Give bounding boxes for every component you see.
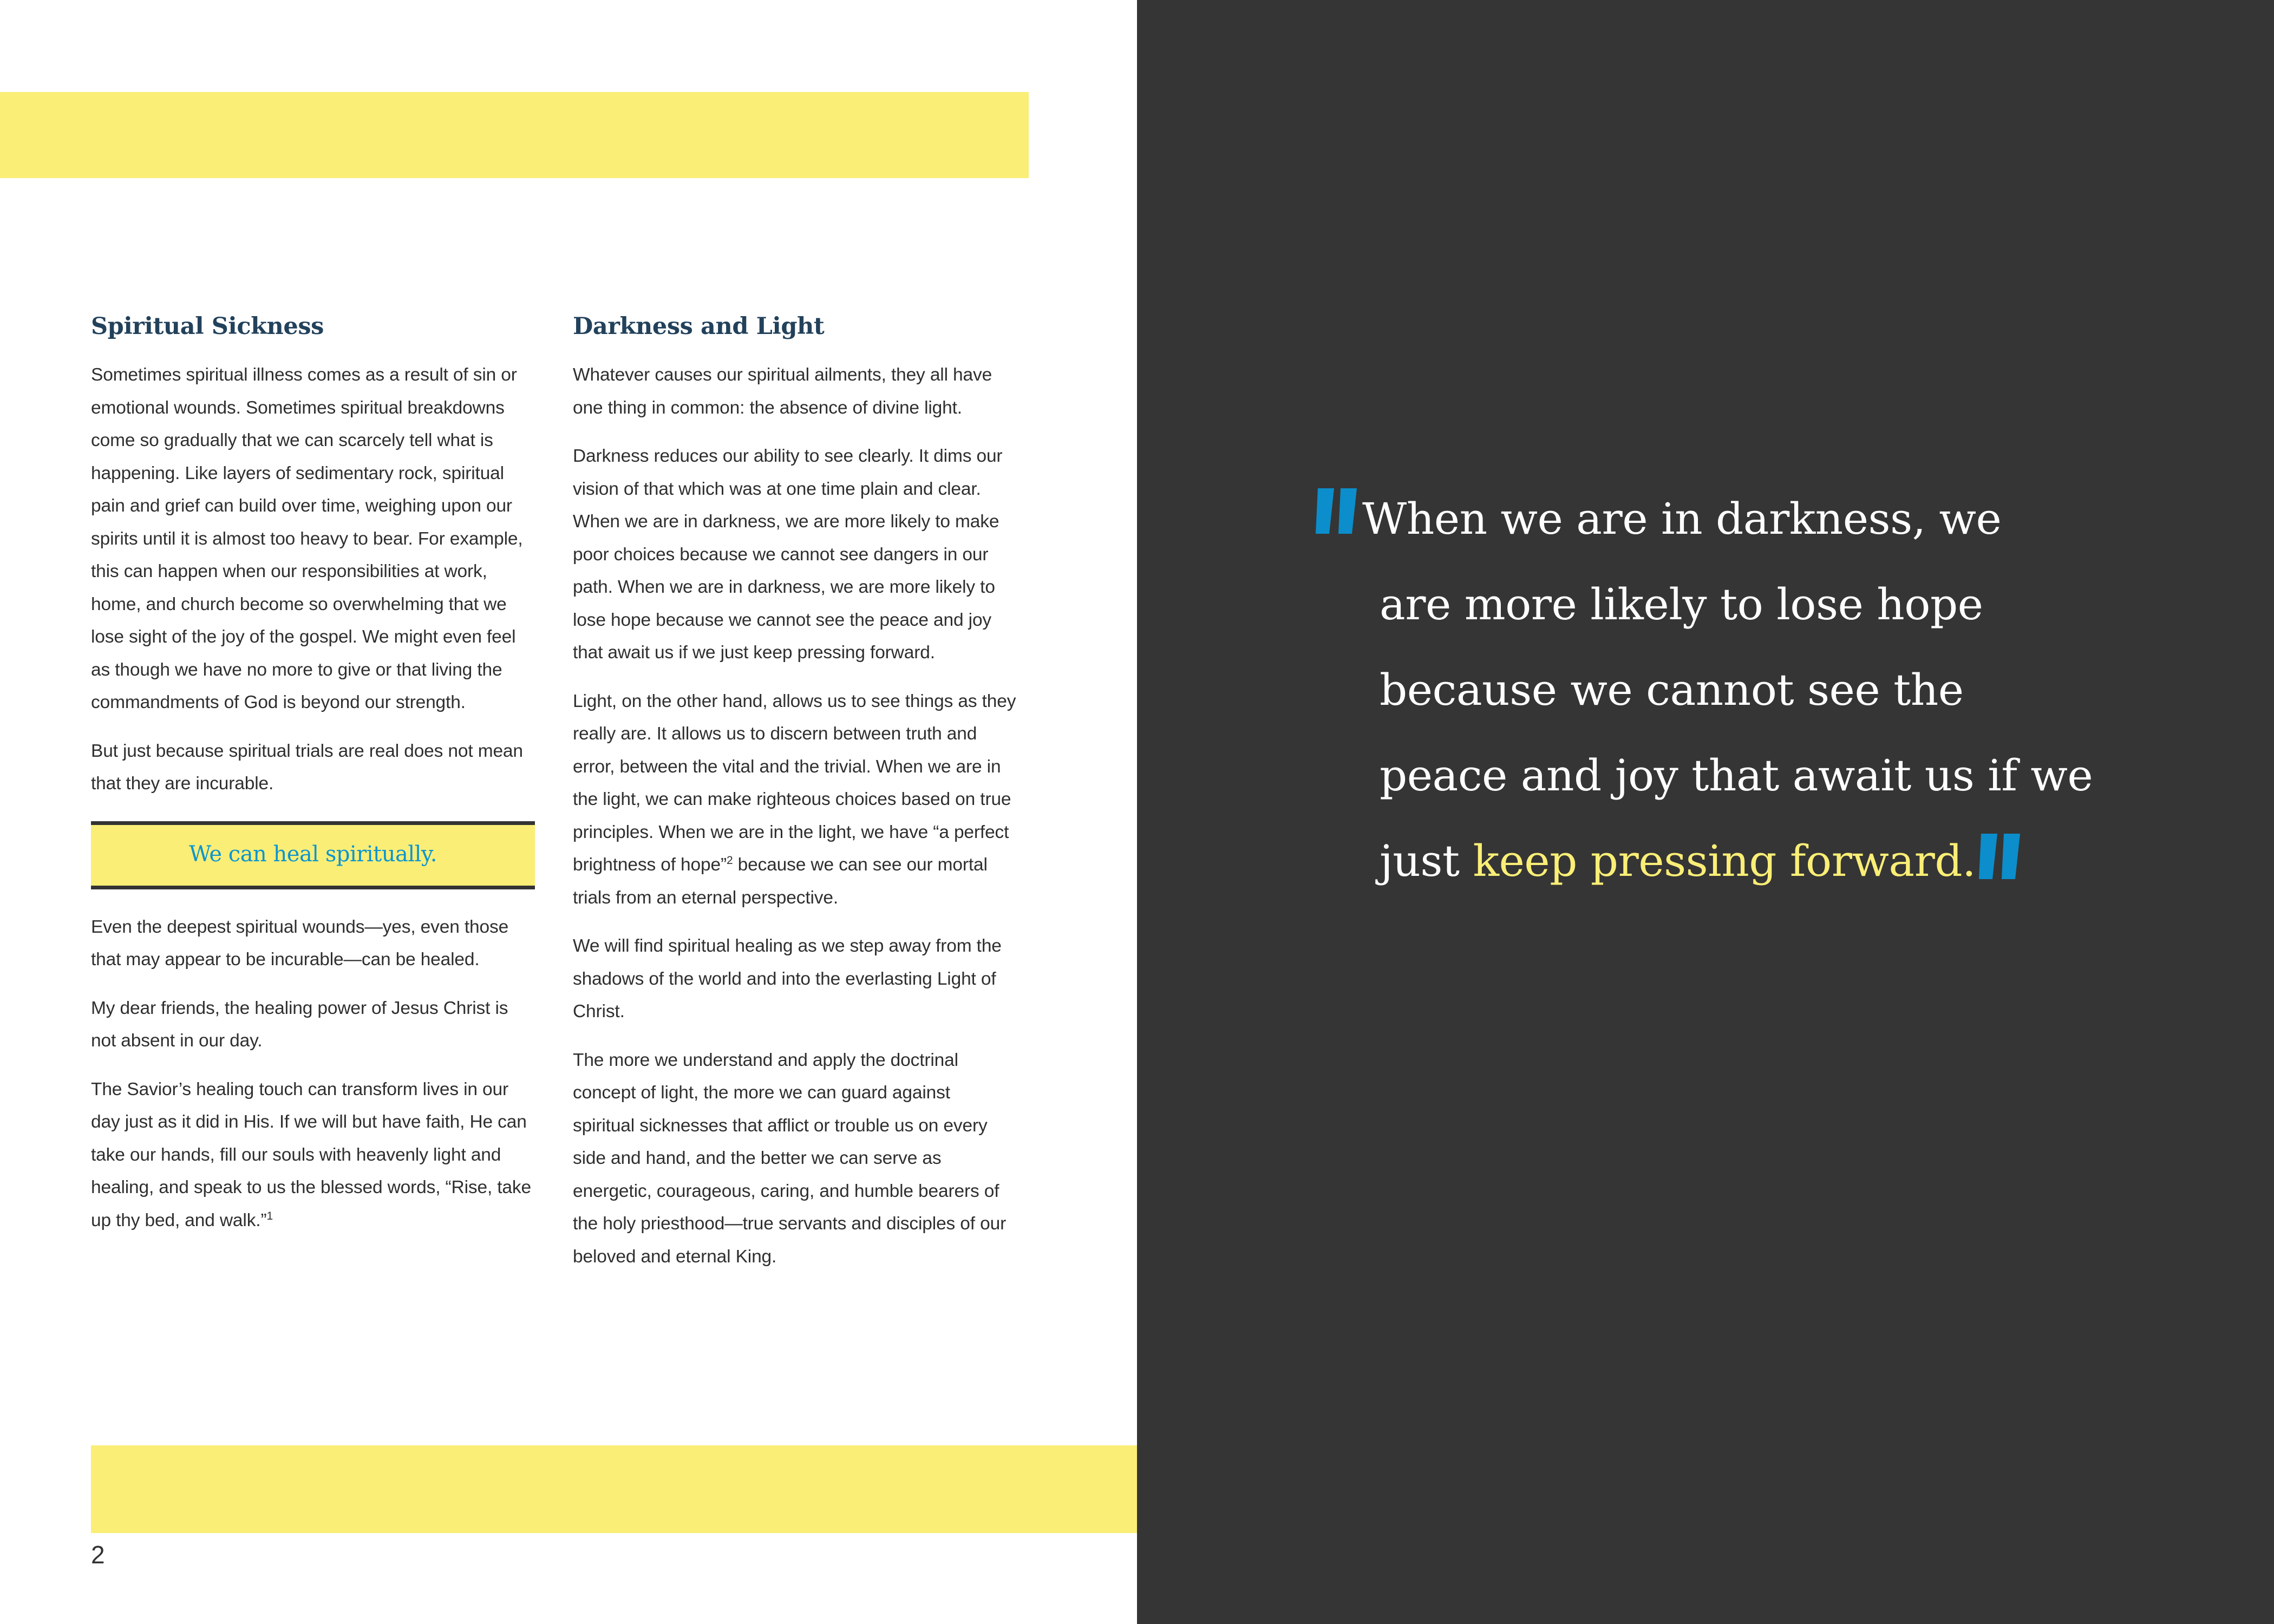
paragraph-with-footnote bbox=[91, 1073, 535, 1237]
paragraph: Sometimes spiritual illness comes as a result of sin or emotional wounds. Sometimes spiritual breakdowns come so gradually that we can scarcely tell what is happening. Like layers of sedimentary rock, spiritual pain and grief can build over time, weighing upon our spirits until it is almost too heavy to bear. For example, this can happen when our responsibilities at work, home, and church become so overwhelming that we lose sight of the joy of the gospel. We might even feel as though we have no more to give or that living the commandments of God is beyond our strength. bbox=[91, 365, 523, 713]
pullquote-line-1-text: When we are in darkness, we bbox=[1362, 494, 2002, 544]
pullquote-line-4: peace and joy that await us if we bbox=[1380, 750, 2093, 801]
pullquote-line-1 bbox=[1316, 476, 2160, 562]
footnote-marker[interactable]: 2 bbox=[726, 854, 733, 867]
paragraph-with-footnote bbox=[573, 685, 1017, 915]
pullquote-line-2: are more likely to lose hope bbox=[1380, 579, 1983, 630]
paragraph: We will find spiritual healing as we step away from the shadows of the world and into the everlasting Light of Christ. bbox=[573, 936, 1002, 1022]
paragraph-text-before-note: Light, on the other hand, allows us to see things as they really are. It allows us to discern between truth and error, between the vital and the trivial. When we are in the light, we can make righteous choices based on true principles. When we are in the light, we have “a perfect brightness of hope” bbox=[573, 691, 1016, 875]
paragraph: My dear friends, the healing power of Jesus Christ is not absent in our day. bbox=[91, 998, 508, 1051]
paragraph: Darkness reduces our ability to see clearly. It dims our vision of that which was at one time plain and clear. When we are in darkness, we are more likely to make poor choices because we cannot see dangers in our path. When we are in darkness, we are more likely to lose hope because we cannot see the peace and joy that await us if we just keep pressing forward. bbox=[573, 446, 1003, 663]
pullquote-line-5 bbox=[1316, 818, 2160, 904]
close-quote-mark-icon bbox=[1979, 822, 2025, 867]
paragraph-text-after-note: because we can see our mortal trials from an eternal perspective. bbox=[573, 855, 988, 908]
footnote-marker[interactable]: 1 bbox=[266, 1209, 273, 1222]
callout-text: We can heal spiritually. bbox=[189, 841, 437, 867]
column-spiritual-sickness bbox=[91, 314, 535, 1253]
open-quote-mark-icon bbox=[1316, 488, 1362, 534]
page-number: 2 bbox=[91, 1541, 105, 1569]
paragraph-text: The Savior’s healing touch can transform lives in our day just as it did in His. If we will but have faith, He can take our hands, fill our souls with heavenly light and healing, and speak to us the blessed words, “Rise, take up thy bed, and walk.” bbox=[91, 1079, 531, 1230]
right-dark-panel bbox=[1137, 0, 2274, 1624]
paragraph: The more we understand and apply the doctrinal concept of light, the more we can guard against spiritual sicknesses that afflict or trouble us on every side and hand, and the better we can serve as energetic, courageous, caring, and humble bearers of the holy priesthood—true servants and disciples of our beloved and eternal King. bbox=[573, 1050, 1007, 1267]
top-yellow-rule bbox=[0, 92, 1029, 178]
paragraph: Even the deepest spiritual wounds—yes, even those that may appear to be incurable—can be healed. bbox=[91, 916, 509, 970]
section-heading-spiritual-sickness: Spiritual Sickness bbox=[91, 313, 324, 340]
pullquote bbox=[1316, 476, 2160, 904]
pullquote-highlight-text: keep pressing forward. bbox=[1473, 836, 1976, 886]
section-heading-darkness-and-light: Darkness and Light bbox=[573, 313, 825, 340]
pullquote-line-3: because we cannot see the bbox=[1380, 665, 1964, 715]
callout-box bbox=[91, 821, 535, 889]
pullquote-line-5-plain: just bbox=[1380, 836, 1473, 886]
bottom-yellow-rule bbox=[91, 1445, 1137, 1533]
column-darkness-and-light bbox=[573, 314, 1017, 1289]
paragraph: But just because spiritual trials are real does not mean that they are incurable. bbox=[91, 741, 523, 794]
paragraph: Whatever causes our spiritual ailments, they all have one thing in common: the absence of divine light. bbox=[573, 365, 992, 418]
